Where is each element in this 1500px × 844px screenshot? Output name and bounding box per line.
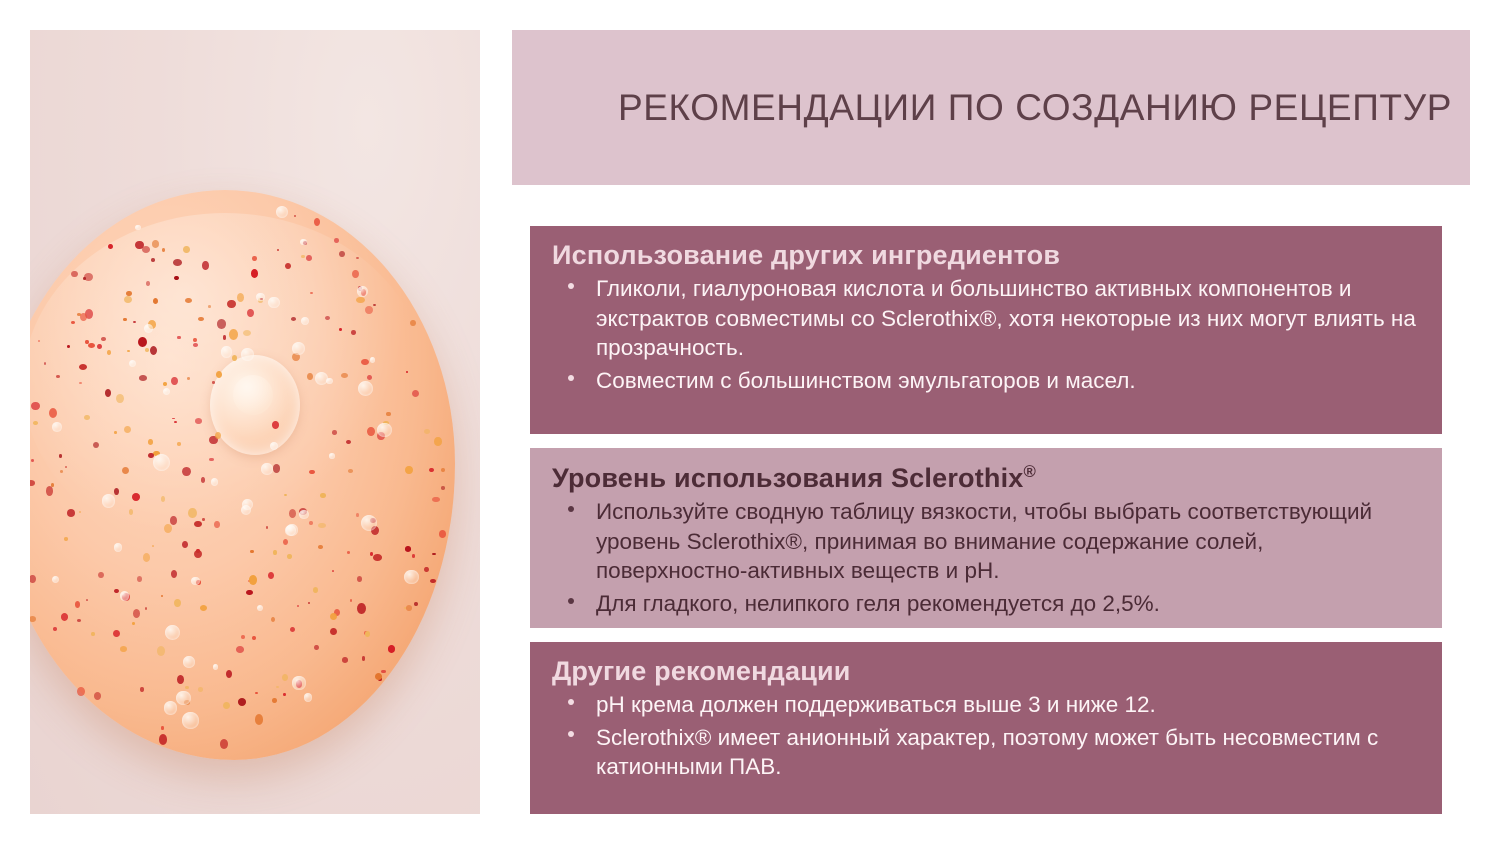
list-item (552, 723, 1420, 782)
gel-particle (283, 693, 286, 696)
gel-particle (308, 602, 310, 604)
gel-bubble (191, 577, 200, 586)
gel-bubble (153, 454, 170, 471)
gel-particle (79, 364, 87, 370)
gel-particle (362, 656, 366, 661)
gel-particle (246, 590, 253, 595)
gel-bubble (102, 494, 115, 507)
gel-particle (116, 394, 124, 403)
gel-particle (33, 421, 38, 425)
gel-particle (243, 330, 251, 336)
block-ingredients (530, 226, 1442, 434)
gel-particle (98, 572, 103, 578)
gel-particle (334, 238, 339, 243)
gel-bubble (329, 453, 334, 458)
gel-particle (114, 431, 117, 434)
gel-particle (138, 337, 147, 347)
list-item-text: pH крема должен поддерживаться выше 3 и ниже 12. (596, 692, 1156, 717)
gel-particle (79, 382, 82, 384)
gel-particle (77, 687, 84, 696)
gel-particle (255, 692, 257, 694)
gel-particle (283, 539, 288, 545)
block-heading: Другие рекомендации (552, 656, 851, 686)
gel-bubble (182, 712, 198, 728)
gel-particle (232, 355, 237, 360)
gel-bubble (377, 423, 392, 438)
gel-particle (132, 493, 140, 501)
gel-bubble (304, 693, 313, 702)
gel-bubble (183, 656, 195, 668)
gel-particle (273, 550, 277, 555)
gel-particle (318, 545, 323, 549)
gel-particle (272, 421, 279, 428)
gel-particle (247, 309, 254, 317)
gel-particle (38, 340, 40, 342)
gel-particle (277, 249, 279, 252)
gel-particle (177, 442, 181, 446)
list-item-text: Sclerothix® имеет анионный характер, поэтому может быть несовместим с катионными ПАВ. (596, 724, 1379, 780)
gel-particle (77, 313, 81, 316)
gel-particle (339, 251, 344, 257)
slide-content (512, 30, 1470, 814)
gel-particle (174, 276, 179, 281)
gel-particle (65, 466, 67, 468)
gel-bubble (315, 372, 328, 385)
gel-particle (351, 330, 356, 335)
gel-particle (202, 518, 205, 521)
block-bullets (552, 690, 1420, 782)
block-other-recommendations (530, 642, 1442, 814)
gel-particle (75, 601, 80, 607)
gel-particle (202, 261, 209, 269)
gel-bubble (299, 510, 308, 519)
gel-particle (332, 570, 334, 572)
gel-particle (208, 305, 211, 308)
list-item (552, 274, 1420, 363)
cosmetic-gel-photo (30, 30, 480, 814)
block-heading: Использование других ингредиентов (552, 240, 1061, 270)
gel-particle (64, 537, 68, 541)
gel-particle (373, 554, 381, 561)
gel-particle (227, 300, 236, 308)
gel-particle (414, 602, 418, 606)
gel-particle (31, 459, 34, 462)
gel-particle (86, 599, 88, 601)
gel-particle (405, 546, 412, 551)
list-item-text: Совместим с большинством эмульгаторов и масел. (596, 368, 1136, 394)
gel-particle (164, 524, 172, 534)
gel-particle (291, 317, 296, 321)
gel-particle (320, 493, 326, 497)
gel-particle (216, 371, 223, 378)
gel-particle (170, 516, 177, 524)
gel-particle (163, 382, 167, 386)
gel-particle (441, 468, 445, 472)
gel-particle (49, 408, 57, 418)
gel-particle (140, 687, 144, 692)
gel-bubble (256, 293, 265, 302)
gel-particle (185, 686, 188, 689)
gel-bubble (404, 570, 418, 584)
block-heading-text: Уровень использования Sclerothix (552, 463, 1024, 493)
gel-particle (272, 698, 278, 703)
gel-bubble (221, 346, 232, 357)
gel-particle (217, 319, 226, 328)
gel-particle (318, 523, 325, 528)
gel-particle (367, 427, 375, 436)
gel-particle (373, 304, 376, 306)
gel-particle (139, 375, 147, 381)
gel-bubble (261, 463, 273, 475)
gel-particle (182, 541, 188, 548)
gel-particle (252, 256, 257, 261)
gel-bubble (164, 701, 178, 715)
gel-particle (285, 263, 291, 269)
list-item-text: Используйте сводную таблицу вязкости, чтобы выбрать соответствующий уровень Sclerothix®, принимая во внимание содержание солей, поверхностно-активных веществ и pH. (596, 499, 1373, 584)
gel-particle (314, 645, 318, 650)
gel-particle (330, 613, 337, 620)
gel-particle (174, 599, 181, 607)
gel-bubble (285, 525, 296, 536)
list-item (552, 589, 1420, 619)
gel-particle (330, 628, 337, 635)
gel-particle (71, 271, 77, 277)
gel-particle (177, 675, 184, 684)
bullet-dot-icon (568, 283, 574, 289)
list-item-text: Гликоли, гиалуроновая кислота и большинство активных компонентов и экстрактов совместимы со Sclerothix®, хотя некоторые из них могут влиять на прозрачность. (596, 276, 1416, 361)
gel-particle (187, 377, 190, 380)
gel-particle (357, 603, 365, 614)
gel-particle (122, 467, 129, 474)
gel-particle (161, 726, 164, 729)
gel-particle (56, 375, 60, 378)
gel-particle (212, 381, 215, 383)
page-title: РЕКОМЕНДАЦИИ ПО СОЗДАНИЮ РЕЦЕПТУР (617, 86, 1452, 128)
gel-particle (188, 508, 196, 518)
list-item (552, 690, 1420, 720)
gel-particle (31, 402, 39, 410)
gel-particle (271, 617, 275, 622)
list-item (552, 497, 1420, 586)
gel-particle (273, 464, 281, 473)
gel-bubble (292, 676, 305, 689)
gel-particle (410, 320, 415, 326)
gel-particle (434, 437, 441, 446)
gel-particle (71, 321, 75, 324)
gel-particle (173, 259, 182, 266)
gel-particle (59, 454, 63, 458)
gel-particle (307, 373, 313, 380)
gel-particle (143, 553, 150, 561)
gel-bubble (370, 357, 376, 363)
gel-particle (332, 430, 337, 434)
list-item-text: Для гладкого, нелипкого геля рекомендуется до 2,5%. (596, 591, 1160, 617)
gel-particle (266, 526, 268, 528)
gel-particle (194, 521, 201, 527)
block-usage-level (530, 448, 1442, 628)
gel-particle (229, 329, 238, 340)
gel-particle (61, 613, 68, 621)
gel-particle (120, 646, 127, 652)
gel-particle (101, 337, 106, 341)
gel-particle (432, 497, 440, 503)
gel-particle (183, 246, 189, 253)
gel-bubble (292, 342, 305, 355)
gel-particle (236, 646, 244, 653)
gel-bubble (52, 576, 59, 583)
gel-particle (287, 554, 293, 559)
gel-bubble (300, 239, 306, 245)
gel-particle (132, 622, 135, 626)
gel-particle (429, 468, 434, 472)
gel-particle (412, 554, 415, 557)
block-bullets (552, 497, 1420, 619)
gel-particle (268, 572, 274, 579)
bullet-dot-icon (568, 699, 574, 705)
gel-bubble (52, 422, 62, 432)
gel-bubble (135, 225, 140, 230)
gel-particle (171, 377, 177, 385)
gel-particle (152, 240, 159, 247)
gel-particle (276, 686, 279, 688)
bullet-dot-icon (568, 731, 574, 737)
gel-particle (162, 248, 165, 252)
gel-particle (388, 645, 395, 652)
gel-particle (215, 432, 221, 439)
gel-particle (84, 415, 90, 420)
bullet-dot-icon (568, 598, 574, 604)
gel-particle (290, 627, 295, 632)
gel-bubble-small (233, 375, 273, 415)
title-band (512, 30, 1470, 185)
block-bullets (552, 274, 1420, 396)
gel-particle (313, 587, 318, 592)
gel-particle (214, 521, 219, 527)
gel-particle (177, 336, 180, 340)
gel-bubble (241, 348, 254, 361)
gel-bubble (361, 515, 377, 531)
gel-particle (93, 442, 99, 448)
gel-particle (146, 281, 150, 286)
gel-particle (441, 486, 446, 490)
gel-bubble (120, 591, 129, 600)
gel-particle (348, 469, 353, 473)
gel-bubble (257, 605, 263, 611)
bullet-dot-icon (568, 506, 574, 512)
gel-particle (249, 575, 257, 584)
gel-particle (342, 657, 348, 662)
gel-particle (124, 426, 131, 433)
gel-particle (123, 318, 126, 321)
gel-particle (250, 550, 254, 553)
gel-particle (30, 480, 35, 485)
gel-particle (97, 344, 102, 350)
gel-particle (137, 576, 142, 582)
registered-mark: ® (1023, 462, 1037, 481)
gel-bubble (165, 625, 180, 640)
gel-particle (432, 553, 435, 556)
gel-particle (386, 412, 390, 416)
gel-particle (145, 607, 147, 610)
gel-particle (357, 576, 362, 582)
block-heading (552, 462, 1420, 494)
gel-particle (356, 257, 359, 259)
gel-particle (91, 632, 95, 637)
bullet-dot-icon (568, 375, 574, 381)
list-item (552, 366, 1420, 396)
gel-particle (406, 371, 408, 373)
